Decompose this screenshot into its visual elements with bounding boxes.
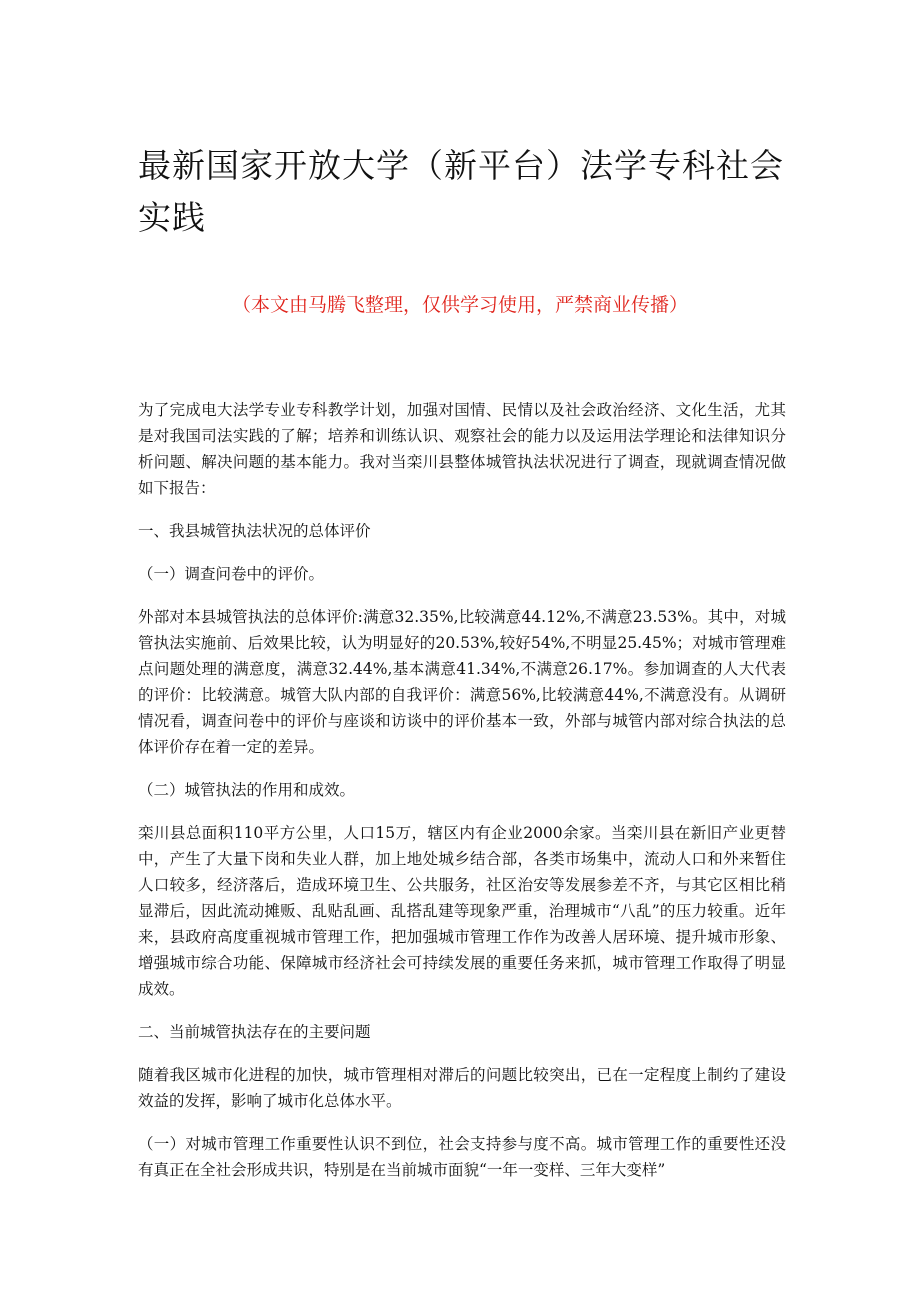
subsection-heading-1-1: （一）调查问卷中的评价。 (138, 565, 325, 583)
document-body (138, 397, 786, 1200)
problems-intro-paragraph: 随着我区城市化进程的加快，城市管理相对滞后的问题比较突出，已在一定程度上制约了建设效益的发挥，影响了城市化总体水平。 (138, 1066, 786, 1110)
survey-paragraph: 外部对本县城管执法的总体评价:满意32.35%,比较满意44.12%,不满意23.53%。其中，对城管执法实施前、后效果比较，认为明显好的20.53%,较好54%,不明显25.45%；对城市管理难点问题处理的满意度，满意32.44%,基本满意41.34%,不满意26.17%。参加调查的人大代表的评价：比较满意。城管大队内部的自我评价：满意56%,比较满意44%,不满意没有。从调研情况看，调查问卷中的评价与座谈和访谈中的评价基本一致，外部与城管内部对综合执法的总体评价存在着一定的差异。 (138, 608, 786, 756)
document-title: 最新国家开放大学（新平台）法学专科社会实践 (138, 146, 784, 237)
effect-paragraph: 栾川县总面积110平方公里，人口15万，辖区内有企业2000余家。当栾川县在新旧产业更替中，产生了大量下岗和失业人群，加上地处城乡结合部，各类市场集中，流动人口和外来暂住人口较多，经济落后，造成环境卫生、公共服务，社区治安等发展参差不齐，与其它区相比稍显滞后，因此流动摊贩、乱贴乱画、乱搭乱建等现象严重，治理城市“八乱”的压力较重。近年来，县政府高度重视城市管理工作，把加强城市管理工作作为改善人居环境、提升城市形象、增强城市综合功能、保障城市经济社会可持续发展的重要任务来抓，城市管理工作取得了明显成效。 (138, 824, 786, 998)
section-heading-1: 一、我县城管执法状况的总体评价 (138, 522, 371, 540)
document-subtitle: （本文由马腾飞整理，仅供学习使用，严禁商业传播） (231, 294, 688, 316)
subsection-heading-1-2: （二）城管执法的作用和成效。 (138, 781, 356, 799)
intro-paragraph: 为了完成电大法学专业专科教学计划，加强对国情、民情以及社会政治经济、文化生活，尤其是对我国司法实践的了解；培养和训练认识、观察社会的能力以及运用法学理论和法律知识分析问题、解决问题的基本能力。我对当栾川县整体城管执法状况进行了调查，现就调查情况做如下报告： (138, 401, 786, 497)
section-heading-2: 二、当前城管执法存在的主要问题 (138, 1023, 371, 1041)
problem-1-paragraph: （一）对城市管理工作重要性认识不到位，社会支持参与度不高。城市管理工作的重要性还没有真正在全社会形成共识，特别是在当前城市面貌“一年一变样、三年大变样” (138, 1135, 786, 1179)
